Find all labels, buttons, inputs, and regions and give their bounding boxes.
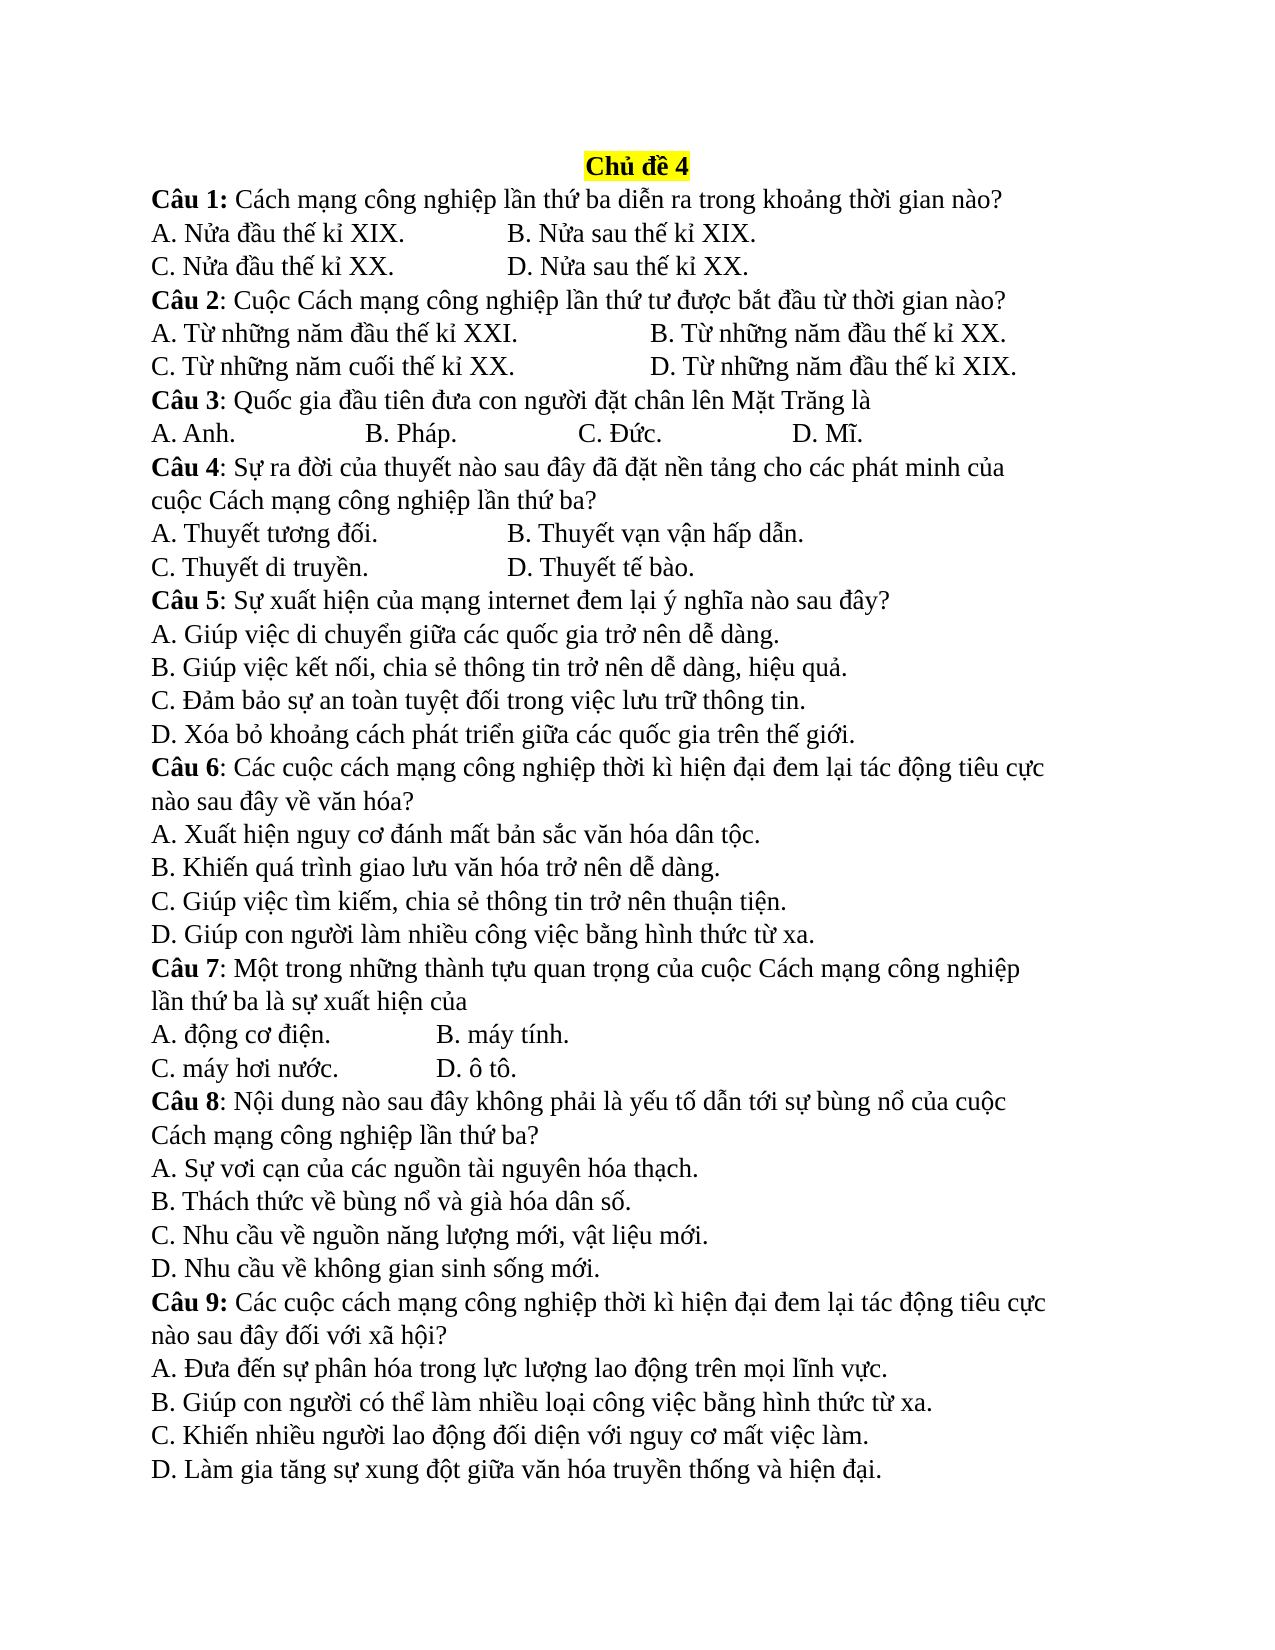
option-d: D. Thuyết tế bào. [507,551,695,582]
option-a: A. Xuất hiện nguy cơ đánh mất bản sắc văn hóa dân tộc. [151,819,761,850]
page-title: Chủ đề 4 [585,151,689,181]
question-label: Câu 2 [151,284,220,315]
option-d: D. Xóa bỏ khoảng cách phát triển giữa các quốc gia trên thế giới. [151,718,856,749]
question-text: : Một trong những thành tựu quan trọng của cuộc Cách mạng công nghiệp [219,952,1021,983]
option-b: B. Khiến quá trình giao lưu văn hóa trở nên dễ dàng. [151,852,721,883]
question-label: Câu 9: [151,1286,229,1317]
option-c: C. Khiến nhiều người lao động đối diện với nguy cơ mất việc làm. [151,1420,870,1451]
option-d: D. Từ những năm đầu thế kỉ XIX. [650,351,1017,382]
question-text-continued: cuộc Cách mạng công nghiệp lần thứ ba? [151,484,597,515]
option-b: B. Giúp việc kết nối, chia sẻ thông tin trở nên dễ dàng, hiệu quả. [151,651,848,682]
options-row [151,217,1131,250]
option-d: D. Giúp con người làm nhiều công việc bằng hình thức từ xa. [151,919,816,950]
question-label: Câu 1: [151,184,229,215]
question-text: Cách mạng công nghiệp lần thứ ba diễn ra trong khoảng thời gian nào? [228,184,1003,215]
option-b: B. Giúp con người có thể làm nhiều loại công việc bằng hình thức từ xa. [151,1386,933,1417]
options-row [151,350,1131,383]
options-row [151,1018,1131,1051]
option-a: A. Đưa đến sự phân hóa trong lực lượng lao động trên mọi lĩnh vực. [151,1353,888,1384]
options-row [151,417,1131,450]
option-c: C. Nửa đầu thế kỉ XX. [151,251,395,282]
question-text: : Sự xuất hiện của mạng internet đem lại ý nghĩa nào sau đây? [219,585,890,616]
option-b: B. Từ những năm đầu thế kỉ XX. [650,318,1007,348]
title-row [143,150,1131,183]
question-5 [151,584,1131,617]
question-text-continued: nào sau đây về văn hóa? [151,785,415,816]
option-a: A. Nửa đầu thế kỉ XIX. [151,217,405,248]
option-a: A. động cơ điện. [151,1019,331,1050]
option-a: A. Anh. [151,418,236,449]
option-d: D. Làm gia tăng sự xung đột giữa văn hóa truyền thống và hiện đại. [151,1453,883,1484]
option-c: C. Từ những năm cuối thế kỉ XX. [151,351,515,382]
options-row [151,1052,1131,1085]
question-label: Câu 6 [151,752,220,783]
question-text: : Các cuộc cách mạng công nghiệp thời kì hiện đại đem lại tác động tiêu cực [219,752,1045,783]
question-text: : Sự ra đời của thuyết nào sau đây đã đặt nền tảng cho các phát minh của [219,451,1005,482]
options-row [151,517,1131,550]
option-c: C. Thuyết di truyền. [151,551,369,582]
question-text: Các cuộc cách mạng công nghiệp thời kì hiện đại đem lại tác động tiêu cực [228,1286,1046,1317]
options-row [151,551,1131,584]
question-text-continued: lần thứ ba là sự xuất hiện của [151,986,468,1017]
option-d: D. Mĩ. [792,418,864,449]
options-row [151,317,1131,350]
option-a: A. Từ những năm đầu thế kỉ XXI. [151,318,518,348]
option-b: B. Nửa sau thế kỉ XIX. [507,217,757,248]
question-label: Câu 7 [151,952,220,983]
option-b: B. máy tính. [436,1019,570,1050]
question-3 [151,384,1131,417]
option-a: A. Giúp việc di chuyển giữa các quốc gia trở nên dễ dàng. [151,618,780,649]
question-label: Câu 4 [151,451,220,482]
question-1 [151,183,1131,216]
question-label: Câu 8 [151,1086,220,1117]
option-c: C. máy hơi nước. [151,1052,339,1083]
question-text: : Quốc gia đầu tiên đưa con người đặt chân lên Mặt Trăng là [219,384,871,415]
question-8 [151,1085,1131,1118]
question-label: Câu 3 [151,384,220,415]
option-a: A. Sự vơi cạn của các nguồn tài nguyên hóa thạch. [151,1153,699,1184]
question-text-continued: nào sau đây đối với xã hội? [151,1320,448,1351]
question-6 [151,751,1131,784]
option-b: B. Thách thức về bùng nổ và già hóa dân số. [151,1186,632,1217]
option-b: B. Pháp. [365,418,458,449]
question-label: Câu 5 [151,585,220,616]
question-7 [151,952,1131,985]
question-4 [151,451,1131,484]
question-9 [151,1286,1131,1319]
question-text-continued: Cách mạng công nghiệp lần thứ ba? [151,1119,540,1150]
option-c: C. Giúp việc tìm kiếm, chia sẻ thông tin trở nên thuận tiện. [151,885,787,916]
option-c: C. Đảm bảo sự an toàn tuyệt đối trong việc lưu trữ thông tin. [151,685,807,716]
option-d: D. ô tô. [436,1052,517,1083]
option-d: D. Nhu cầu về không gian sinh sống mới. [151,1253,601,1284]
question-text: : Nội dung nào sau đây không phải là yếu tố dẫn tới sự bùng nổ của cuộc [219,1086,1007,1117]
options-row [151,250,1131,283]
option-b: B. Thuyết vạn vận hấp dẫn. [507,518,805,549]
question-text: : Cuộc Cách mạng công nghiệp lần thứ tư được bắt đầu từ thời gian nào? [219,284,1006,315]
option-d: D. Nửa sau thế kỉ XX. [507,251,749,282]
option-a: A. Thuyết tương đối. [151,518,379,549]
option-c: C. Đức. [578,418,663,449]
document-page [151,150,1131,1486]
option-c: C. Nhu cầu về nguồn năng lượng mới, vật liệu mới. [151,1219,709,1250]
question-2 [151,284,1131,317]
